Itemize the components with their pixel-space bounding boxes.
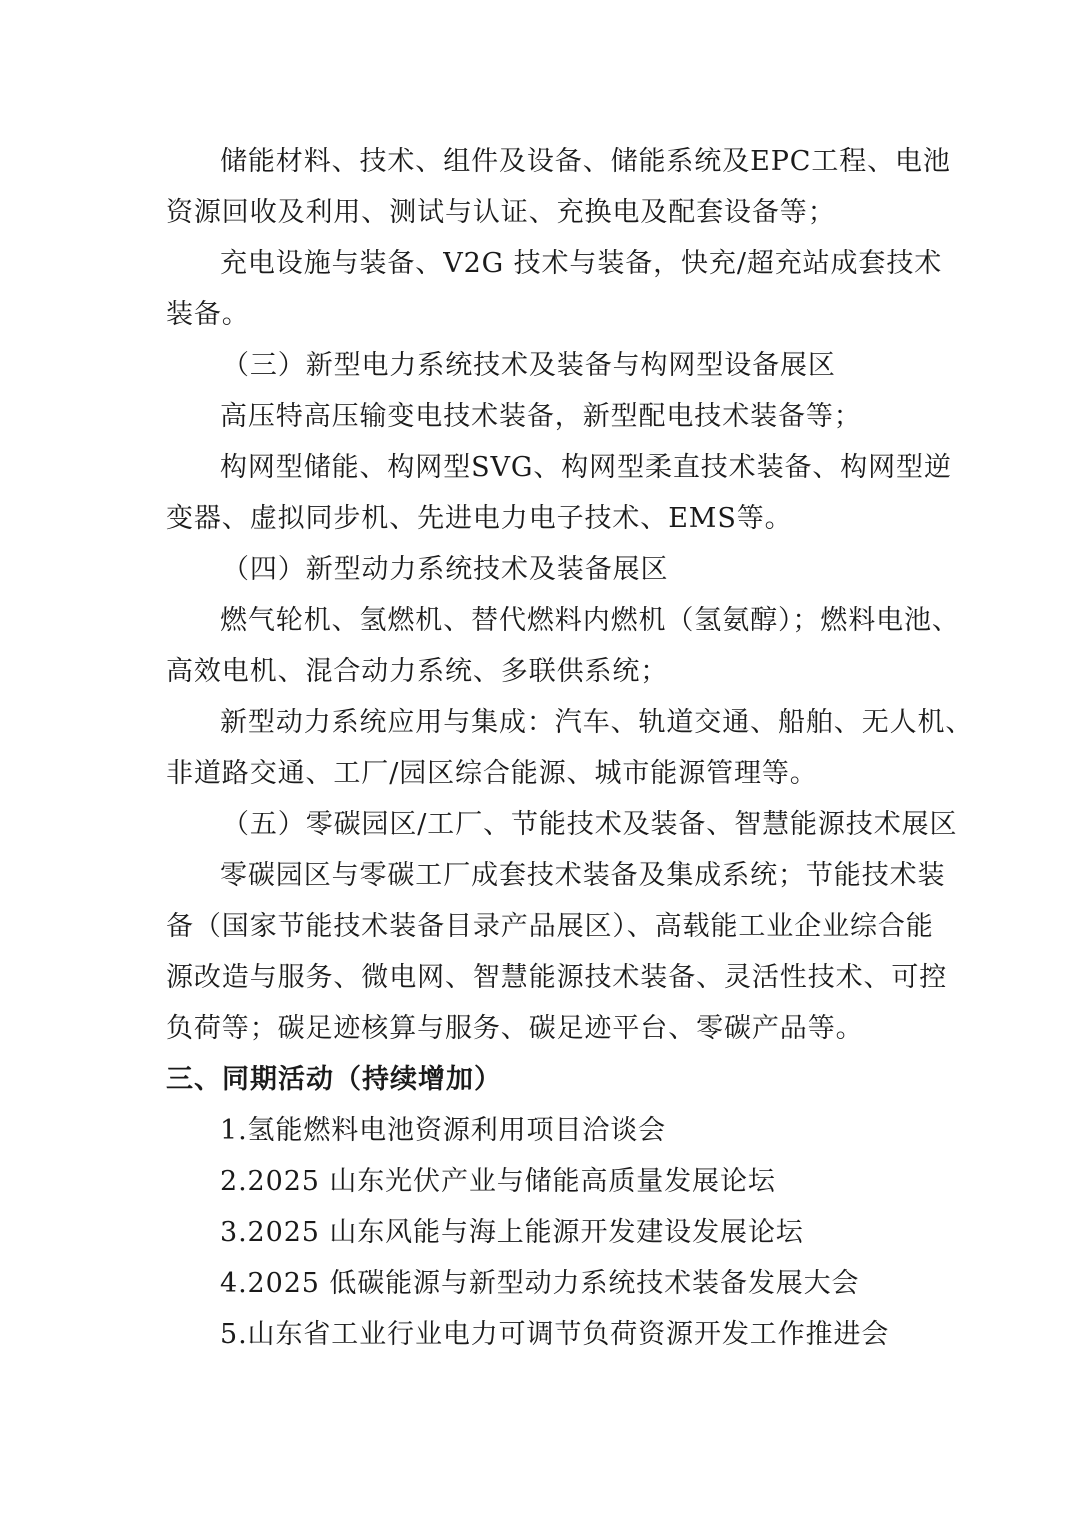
paragraph-line: 零碳园区与零碳工厂成套技术装备及集成系统；节能技术装: [220, 860, 946, 891]
paragraph-line: 燃气轮机、氢燃机、替代燃料内燃机（氢氨醇）；燃料电池、: [220, 605, 960, 636]
paragraph-line: 非道路交通、工厂/园区综合能源、城市能源管理等。: [166, 758, 818, 789]
document-body: [166, 136, 974, 1360]
paragraph-line: 装备。: [166, 299, 250, 330]
paragraph-line: 高效电机、混合动力系统、多联供系统；: [166, 656, 669, 687]
paragraph-line: 储能材料、技术、组件及设备、储能系统及EPC工程、电池: [220, 146, 951, 177]
subheading-exhibit-area-3: （三）新型电力系统技术及装备与构网型设备展区: [222, 350, 836, 381]
paragraph-line: 变器、虚拟同步机、先进电力电子技术、EMS等。: [166, 503, 793, 534]
event-list-item: 1.氢能燃料电池资源利用项目洽谈会: [220, 1115, 667, 1146]
subheading-exhibit-area-4: （四）新型动力系统技术及装备展区: [222, 554, 669, 585]
paragraph-line: 备（国家节能技术装备目录产品展区）、高载能工业企业综合能: [166, 911, 934, 942]
paragraph-line: 负荷等；碳足迹核算与服务、碳足迹平台、零碳产品等。: [166, 1013, 864, 1044]
event-list-item: 2.2025 山东光伏产业与储能高质量发展论坛: [220, 1166, 776, 1197]
paragraph-line: 充电设施与装备、V2G 技术与装备，快充/超充站成套技术: [220, 248, 943, 279]
paragraph-line: 新型动力系统应用与集成：汽车、轨道交通、船舶、无人机、: [220, 707, 974, 738]
event-list-item: 5.山东省工业行业电力可调节负荷资源开发工作推进会: [220, 1319, 890, 1350]
paragraph-line: 构网型储能、构网型SVG、构网型柔直技术装备、构网型逆: [220, 452, 952, 483]
event-list-item: 3.2025 山东风能与海上能源开发建设发展论坛: [220, 1217, 804, 1248]
paragraph-line: 源改造与服务、微电网、智慧能源技术装备、灵活性技术、可控: [166, 962, 948, 993]
paragraph-line: 资源回收及利用、测试与认证、充换电及配套设备等；: [166, 197, 836, 228]
paragraph-line: 高压特高压输变电技术装备，新型配电技术装备等；: [220, 401, 862, 432]
event-list-item: 4.2025 低碳能源与新型动力系统技术装备发展大会: [220, 1268, 860, 1299]
section-heading-concurrent-events: 三、同期活动（持续增加）: [166, 1064, 502, 1095]
subheading-exhibit-area-5: （五）零碳园区/工厂、节能技术及装备、智慧能源技术展区: [222, 809, 958, 840]
